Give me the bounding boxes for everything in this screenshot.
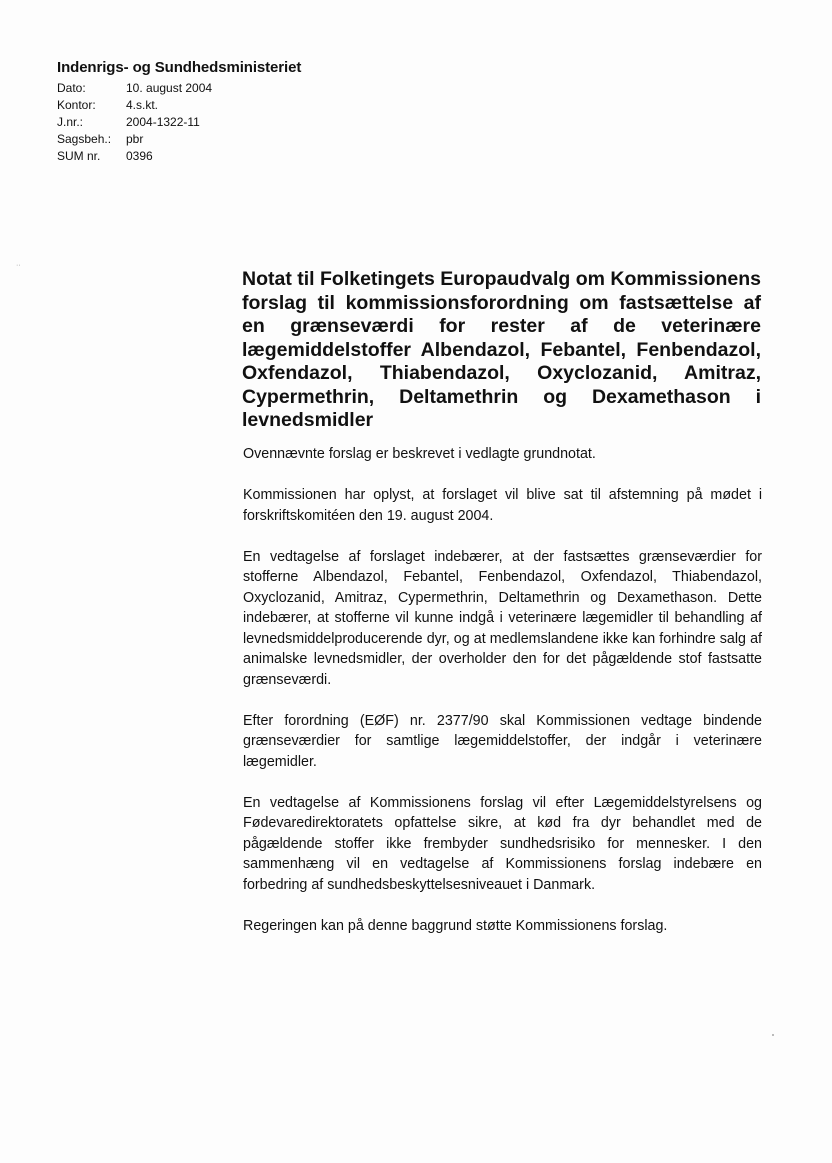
meta-value: 2004-1322-11: [126, 115, 200, 129]
document-title: Notat til Folketingets Europaudvalg om Kommissionens forslag til kommissionsforordning om fastsættelse af en grænseværdi for rester af de veterinære lægemiddelstoffer Albendazol, Febantel, Fenbendazol, Oxfendazol, Thiabendazol, Oxyclozanid, Amitraz, Cypermethrin, Deltamethrin og Dexamethason i levnedsmidler: [242, 268, 761, 431]
meta-value: 0396: [126, 149, 153, 163]
meta-label: J.nr.:: [57, 115, 84, 129]
body-paragraph: Kommissionen har oplyst, at forslaget vil blive sat til afstemning på mødet i forskriftskomitéen den 19. august 2004.: [243, 487, 762, 524]
body-paragraph: Efter forordning (EØF) nr. 2377/90 skal Kommissionen vedtage bindende grænseværdier for samtlige lægemiddelstoffer, der indgår i veterinære lægemidler.: [243, 712, 762, 770]
body-paragraph: Ovennævnte forslag er beskrevet i vedlagte grundnotat.: [243, 446, 596, 462]
meta-row-sum-number: [57, 148, 212, 165]
meta-label: Kontor:: [57, 98, 96, 112]
meta-label: Dato:: [57, 81, 86, 95]
ministry-name: Indenrigs- og Sundhedsministeriet: [57, 59, 302, 76]
meta-row-case-officer: [57, 131, 212, 148]
meta-label: SUM nr.: [57, 149, 101, 163]
meta-row-date: [57, 80, 212, 97]
body-paragraph: En vedtagelse af forslaget indebærer, at der fastsættes grænseværdier for stofferne Albendazol, Febantel, Fenbendazol, Oxfendazol, Thiabendazol, Oxyclozanid, Amitraz, Cypermethrin, Deltamethrin og Dexamethason. Dette indebærer, at stofferne vil kunne indgå i veterinære lægemidler til behandling af levnedsmiddelproducerende dyr, og at medlemslandene ikke kan forhindre salg af animalske levnedsmidler, der overholder den for det pågældende stof fastsatte grænseværdi.: [243, 548, 762, 688]
meta-label: Sagsbeh.:: [57, 132, 112, 146]
scan-artifact: ··: [16, 262, 21, 269]
meta-row-office: [57, 97, 212, 114]
body-paragraph: Regeringen kan på denne baggrund støtte Kommissionens forslag.: [243, 917, 668, 934]
meta-value: 10. august 2004: [126, 81, 213, 95]
body-paragraph: En vedtagelse af Kommissionens forslag vil efter Lægemiddelstyrelsens og Fødevaredirektoratets opfattelse sikre, at kød fra dyr behandlet med de pågældende stoffer ikke frembyder sundhedsrisiko for mennesker. I den sammenhæng vil en vedtagelse af Kommissionens forslag indebære en forbedring af sundhedsbeskyttelsesniveauet i Danmark.: [243, 794, 762, 893]
meta-value: pbr: [126, 132, 144, 146]
document-body: [243, 444, 762, 957]
header-metadata: [57, 80, 212, 165]
meta-row-journal-number: [57, 114, 212, 131]
meta-value: 4.s.kt.: [126, 98, 159, 112]
scan-speck: [772, 1034, 774, 1036]
